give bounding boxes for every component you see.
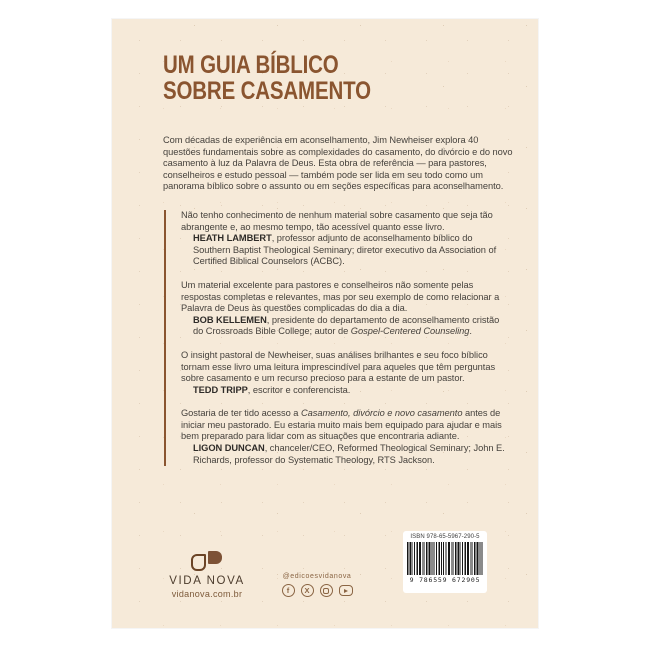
publisher-website: vidanova.com.br bbox=[171, 589, 243, 599]
quote-text-start: Gostaria de ter tido acesso a bbox=[181, 408, 301, 419]
social-media-block bbox=[270, 573, 364, 597]
quote-text-start: Não tenho conhecimento de nenhum material sobre casamento que seja tão abrangente e, ao mesmo tempo, tão acessível quanto esse livro. bbox=[181, 209, 493, 232]
endorser-role: , presidente do departamento de aconselhamento cristão do Crossroads Bible College; autor de bbox=[193, 314, 500, 337]
testimonial-attribution bbox=[193, 315, 506, 338]
testimonial-bob-kellemen bbox=[181, 280, 506, 338]
book-title-line2: SOBRE CASAMENTO bbox=[163, 77, 371, 105]
leaf-filled-icon bbox=[208, 551, 222, 564]
testimonial-ligon-duncan bbox=[181, 408, 506, 466]
book-back-cover bbox=[112, 19, 538, 628]
endorser-name: HEATH LAMBERT bbox=[193, 233, 272, 244]
quote-text-start: O insight pastoral de Newheiser, suas análises brilhantes e seu foco bíblico tornam esse livro uma leitura imprescindível para aqueles que têm perguntas sobre casamento e um recurso precioso para a estante de um pastor. bbox=[181, 349, 496, 384]
barcode-bars bbox=[407, 542, 483, 575]
facebook-icon: f bbox=[282, 584, 295, 597]
testimonials-section bbox=[164, 210, 506, 466]
book-title bbox=[163, 52, 505, 104]
quote-book-title-italic: Casamento, divórcio e novo casamento bbox=[300, 408, 463, 419]
instagram-icon bbox=[320, 584, 333, 597]
endorser-name: TEDD TRIPP bbox=[193, 384, 248, 395]
quote-text-start: Um material excelente para pastores e conselheiros não somente pelas respostas completas e relevantes, mas por seu exemplo de como relacionar a Palavra de Deus às questões complicadas do dia a dia. bbox=[181, 279, 500, 314]
book-title-line1: UM GUIA BÍBLICO bbox=[163, 51, 339, 79]
testimonial-quote bbox=[181, 350, 506, 385]
social-handle: @edicoesvidanova bbox=[282, 573, 352, 580]
testimonial-quote bbox=[181, 210, 506, 233]
publisher-logo-block bbox=[155, 549, 259, 599]
endorser-name: BOB KELLEMEN bbox=[193, 314, 267, 325]
publisher-name: VIDA NOVA bbox=[169, 575, 245, 587]
testimonial-attribution bbox=[193, 443, 506, 466]
vida-nova-leaves-logo-icon bbox=[191, 549, 223, 572]
testimonial-quote bbox=[181, 280, 506, 315]
testimonial-heath-lambert bbox=[181, 210, 506, 268]
youtube-play-glyph bbox=[344, 589, 348, 593]
quote-text-end: antes de iniciar meu pastorado. Eu estaria muito mais bem equipado para ajudar e mais bem preparado para lidar com as situações que encontraria adiante. bbox=[181, 408, 502, 442]
testimonial-attribution bbox=[193, 385, 506, 397]
endorser-role: , chanceler/CEO, Reformed Theological Seminary; John E. Richards, professor do Systematic Theology, RTS Jackson. bbox=[193, 443, 505, 465]
x-twitter-icon: X bbox=[301, 584, 314, 597]
endorser-name: LIGON DUNCAN bbox=[193, 443, 265, 454]
isbn-barcode-box bbox=[403, 531, 487, 593]
isbn-label: ISBN 978-65-5967-290-5 bbox=[410, 534, 480, 540]
intro-paragraph: Com décadas de experiência em aconselhamento, Jim Newheiser explora 40 questões fundamentais sobre as complexidades do casamento, do divórcio e do novo casamento à luz da Palavra de Deus. Esta obra de referência — para pastores, conselheiros e estudo pessoal — também pode ser lida em seu todo como um panorama bíblico sobre o assunto ou em seções específicas para aconselhamento. bbox=[163, 135, 513, 192]
endorser-role-italic: Gospel-Centered Counseling bbox=[350, 326, 470, 337]
endorser-role: , escritor e conferencista. bbox=[247, 384, 351, 395]
youtube-icon bbox=[339, 585, 353, 596]
testimonial-tedd-tripp bbox=[181, 350, 506, 396]
social-icons-row bbox=[270, 584, 364, 597]
barcode-digits: 9 786559 672905 bbox=[409, 576, 481, 584]
endorser-role-end: . bbox=[469, 326, 472, 337]
instagram-square-glyph bbox=[323, 588, 329, 594]
testimonial-quote bbox=[181, 408, 506, 443]
endorser-role: , professor adjunto de aconselhamento bíblico do Southern Baptist Theological Seminary; diretor executivo da Association of Certified Biblical Counselors (ACBC). bbox=[193, 233, 497, 267]
testimonial-attribution bbox=[193, 233, 506, 268]
leaf-outline-icon bbox=[191, 554, 206, 571]
